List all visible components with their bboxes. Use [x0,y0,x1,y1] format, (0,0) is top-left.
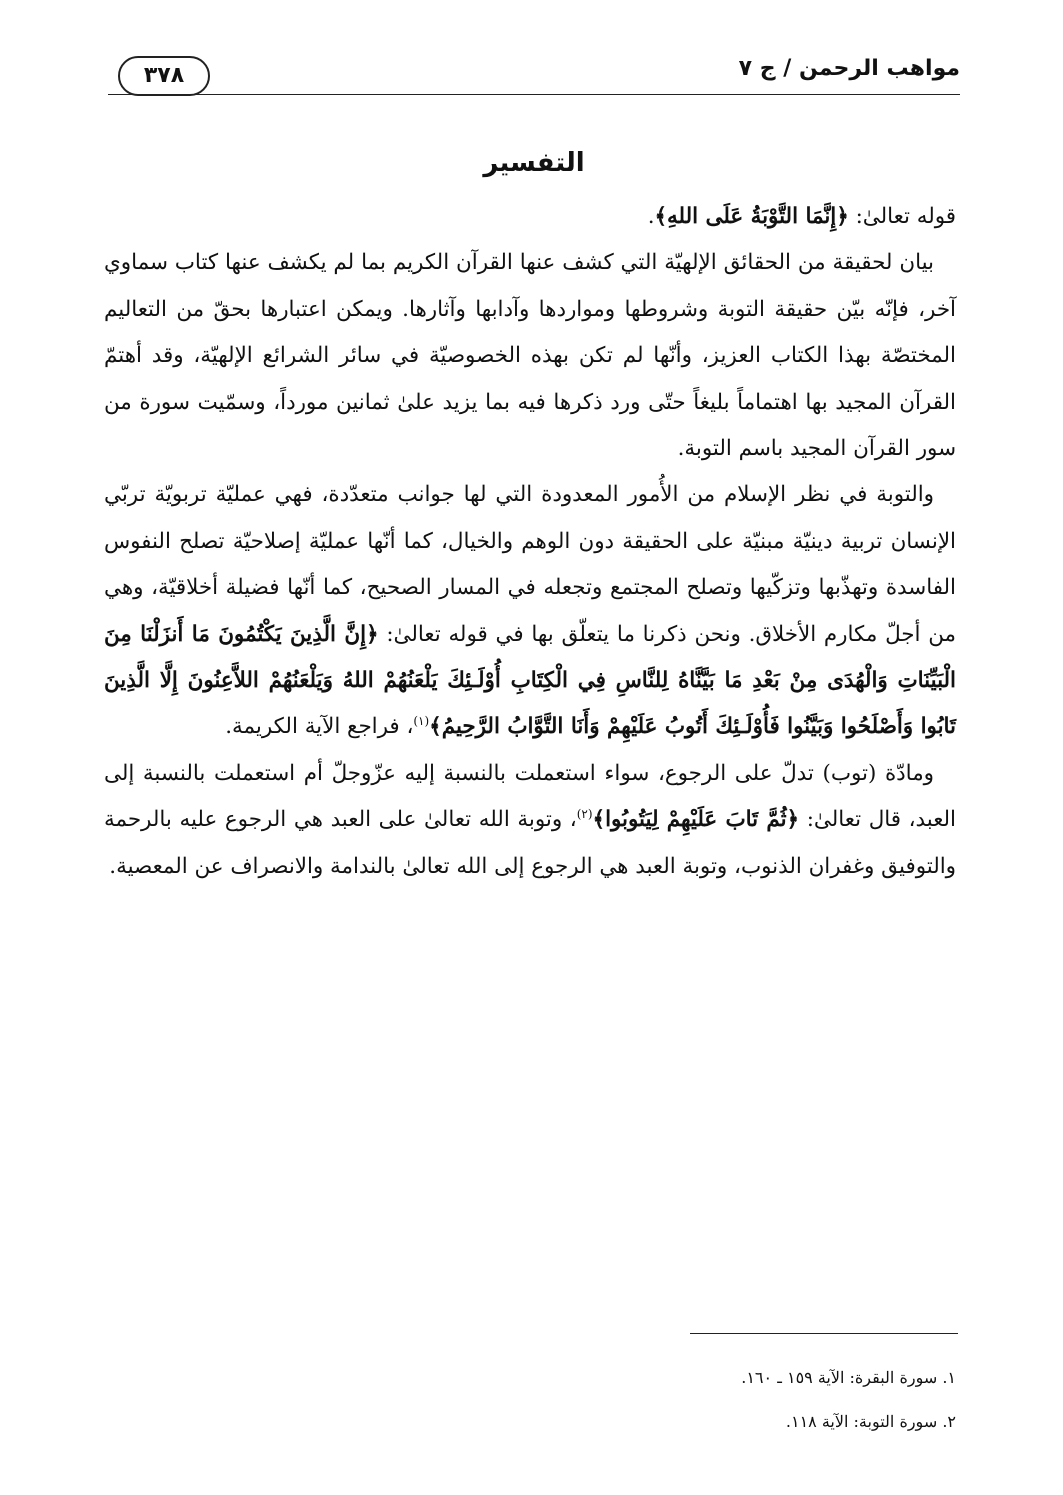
p3-quran-quote: ﴿إِنَّ الَّذِينَ يَكْتُمُونَ مَا أَنزَلْنَا مِنَ الْبَيِّنَاتِ وَالْهُدَى مِنْ بَعْدِ مَا بَيَّنَّاهُ لِلنَّاسِ فِي الْكِتَابِ أُوْلَـئِكَ يَلْعَنُهُمْ اللهُ وَيَلْعَنُهُمْ اللاَّعِنُونَ إِلَّا الَّذِينَ تَابُوا وَأَصْلَحُوا وَبَيَّنُوا فَأُوْلَـئِكَ أَتُوبُ عَلَيْهِمْ وَأَنَا التَّوَّابُ الرَّحِيمُ﴾ [104,621,957,740]
footnotes [104,1356,956,1444]
p3-tail: ، فراجع الآية الكريمة. [225,714,414,740]
p1-lead: قوله تعالىٰ: [848,204,956,229]
p3-text: والتوبة في نظر الإسلام من الأُمور المعدودة التي لها جوانب متعدّدة، فهي عمليّة تربويّة تربّي الإنسان تربية دينيّة مبنيّة على الحقيقة دون الوهم والخيال، كما أنّها عمليّة إصلاحيّة تصلح النفوس الفاسدة وتهذّبها وتزكّيها وتصلح المجتمع وتجعله في المسار الصحيح، كما أنّها فضيلة أخلاقيّة، وهي من أجلّ مكارم الأخلاق. ونحن ذكرنا ما يتعلّق بها في قوله تعالىٰ: [104,482,956,647]
footnote-ref-1: (١) [413,714,430,729]
paragraph-4 [104,751,956,890]
p4-text: ومادّة (توب) تدلّ على الرجوع، سواء استعملت بالنسبة إليه عزّوجلّ أم استعملت بالنسبة إلى العبد، قال تعالىٰ: [104,760,956,833]
paragraph-1 [104,194,956,240]
paragraph-3 [104,472,956,750]
page-header [108,52,960,96]
section-heading: التفسير [483,148,585,178]
p4-tail: ، وتوبة الله تعالىٰ على العبد هي الرجوع عليه بالرحمة والتوفيق وغفران الذنوب، وتوبة العبد هي الرجوع إلى الله تعالىٰ بالندامة والانصراف عن المعصية. [104,807,956,879]
body-text [104,194,956,890]
paragraph-2: بيان لحقيقة من الحقائق الإلهيّة التي كشف عنها القرآن الكريم بما لم يكشف عنها كتاب سماوي آخر، فإنّه بيّن حقيقة التوبة وشروطها ومواردها وآدابها وآثارها. ويمكن اعتبارها بحقّ من التعاليم المختصّة بهذا الكتاب العزيز، وأنّها لم تكن بهذه الخصوصيّة في سائر الشرائع الإلهيّة، وقد أهتمّ القرآن المجيد بها اهتماماً بليغاً حتّى ورد ذكرها فيه بما يزيد علىٰ ثمانين مورداً، وسمّيت سورة من سور القرآن المجيد باسم التوبة. [104,250,956,462]
footnote-2: ٢. سورة التوبة: الآية ١١٨. [785,1412,956,1431]
footnote-rule [690,1333,958,1334]
page-number: ٣٧٨ [118,56,210,96]
header-rule [108,94,960,95]
footnote-ref-2: (٢) [576,807,593,822]
footnote-1: ١. سورة البقرة: الآية ١٥٩ ـ ١٦٠. [741,1368,956,1387]
p1-quran-quote: ﴿إِنَّمَا التَّوْبَةُ عَلَى اللهِ﴾ [654,204,849,229]
p1-tail: . [647,204,655,229]
running-title: مواهب الرحمن / ج ٧ [738,56,960,81]
p4-quran-quote: ﴿ثُمَّ تَابَ عَلَيْهِمْ لِيَتُوبُوا﴾ [592,807,800,833]
